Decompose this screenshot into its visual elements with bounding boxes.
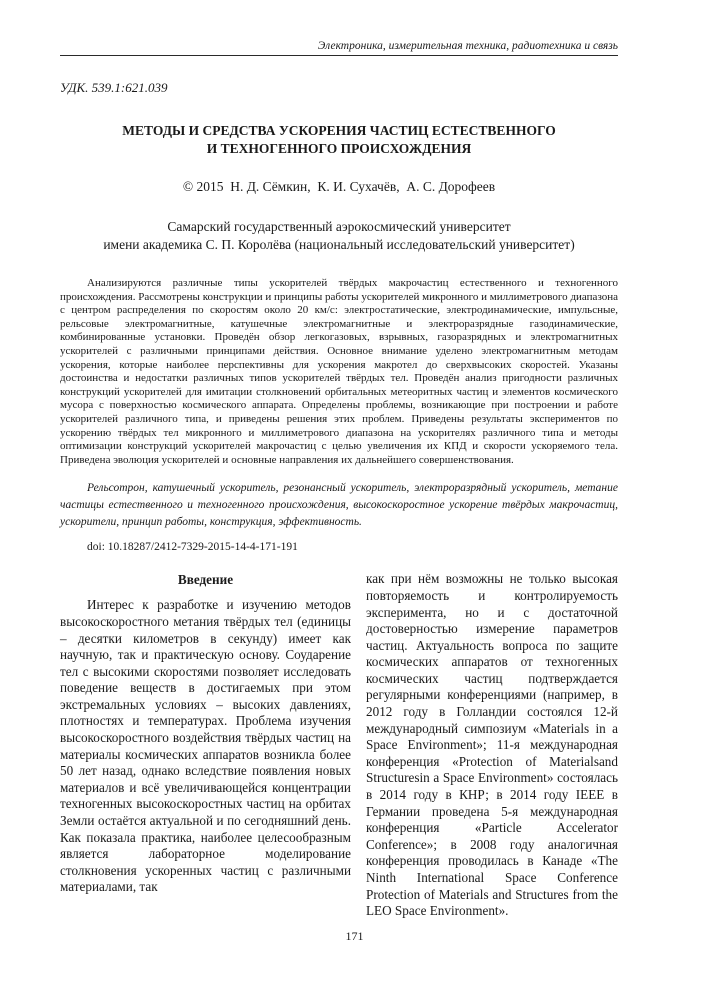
introduction-right-column-text: как при нём возможны не только высокая повторяемость и контролируемость эксперимента, но и с достаточной достоверностью измерение параметров частиц. Актуальность вопроса по защите космических аппаратов от техногенных космических частиц подтверждается регулярными конференциями (например, в 2012 году в Голландии состоялся 12-й международный симпозиум «Materials in a Space Environment»; 11-я международная конференция «Protection of Materialsand Structuresin a Space Environment» состоялась в 2014 году в КНР; в 2014 году IEEE в Германии проведена 5-я международная конференция «Particle Accelerator Conference»; в 2008 году аналогичная конференция проводилась в Канаде «The Ninth International Space Conference Protection of Materials and Structures from the LEO Space Environment». bbox=[366, 571, 618, 919]
abstract-text: Анализируются различные типы ускорителей твёрдых макрочастиц естественного и техногенного происхождения. Рассмотрены конструкции и принципы работы ускорителей микронного и миллиметрового диапазона с центром распределения по скоростям около 20 км/с: электростатические, электродинамические, импульсные, рельсовые электромагнитные, катушечные электромагнитные и электроразрядные газодинамические, комбинированные установки. Проведён обзор легкогазовых, взрывных, газоразрядных и электромагнитных ускорителей с различными принципами действия. Основное внимание уделено электромагнитным методам ускорения, которые наиболее перспективны для ускорения макротел до сверхвысоких скоростей. Указаны достоинства и недостатки различных типов ускорителей твёрдых тел. Проведён анализ пригодности различных конструкций ускорителей для имитации столкновений орбитальных метеоритных частиц и элементов космического мусора с поверхностью космического аппарата. Определены проблемы, возникающие при построении и работе ускорителей различного типа, и приведены решения этих проблем. Приведены результаты экспериментов по ускорению твёрдых тел микронного и миллиметрового диапазона на ускорителях различного типа и методы оптимизации конструкций ускорителей макрочастиц с целью увеличения их КПД и скорости ускоряемого тела. Приведена эволюция ускорителей и основные направления их дальнейшего совершенствования. bbox=[60, 277, 618, 466]
section-heading-introduction: Введение bbox=[177, 572, 234, 588]
left-column bbox=[60, 571, 351, 919]
affiliation bbox=[60, 218, 618, 254]
affiliation-line-1: Самарский государственный аэрокосмический университет bbox=[167, 219, 511, 234]
article-title-line-1: МЕТОДЫ И СРЕДСТВА УСКОРЕНИЯ ЧАСТИЦ ЕСТЕСТВЕННОГО bbox=[122, 123, 556, 138]
udc-code: УДК. 539.1:621.039 bbox=[60, 80, 168, 95]
authors-line: © 2015 Н. Д. Сёмкин, К. И. Сухачёв, А. С. Дорофеев bbox=[182, 179, 496, 194]
right-column bbox=[366, 571, 618, 919]
affiliation-line-2: имени академика С. П. Королёва (национальный исследовательский университет) bbox=[103, 237, 575, 252]
journal-running-header: Электроника, измерительная техника, радиотехника и связь bbox=[60, 40, 618, 56]
keywords-text: Рельсотрон, катушечный ускоритель, резонансный ускоритель, электроразрядный ускоритель, метание частицы естественного и техногенного происхождения, высокоскоростное ускорение твёрдых макрочастиц, ускорители, принцип работы, конструкция, эффективность. bbox=[60, 482, 618, 529]
doi-line: doi: 10.18287/2412-7329-2015-14-4-171-191 bbox=[87, 541, 298, 554]
two-column-body bbox=[60, 571, 618, 919]
page-content bbox=[60, 0, 618, 920]
article-title-line-2: И ТЕХНОГЕННОГО ПРОИСХОЖДЕНИЯ bbox=[206, 141, 472, 156]
article-title bbox=[60, 122, 618, 158]
page-number: 171 bbox=[345, 929, 364, 943]
introduction-left-column-text: Интерес к разработке и изучению методов высокоскоростного метания твёрдых тел (единицы – десятки километров в секунду) имеет как научную, так и практическую основу. Соударение тел с высокими скоростями позволяет исследовать поведение веществ в достигаемых при этом экстремальных условиях – высоких давлениях, плотностях и температурах. Проблема изучения высокоскоростного воздействия твёрдых частиц на материалы космических аппаратов возникла более 50 лет назад, однако вследствие появления новых материалов и всё увеличивающейся концентрации техногенных высокоскоростных частиц на орбитах Земли остаётся актуальной и по сегодняшний день. Как показала практика, наиболее целесообразным является лабораторное моделирование столкновения ускоренных частиц с различными материалами, так bbox=[60, 597, 351, 895]
